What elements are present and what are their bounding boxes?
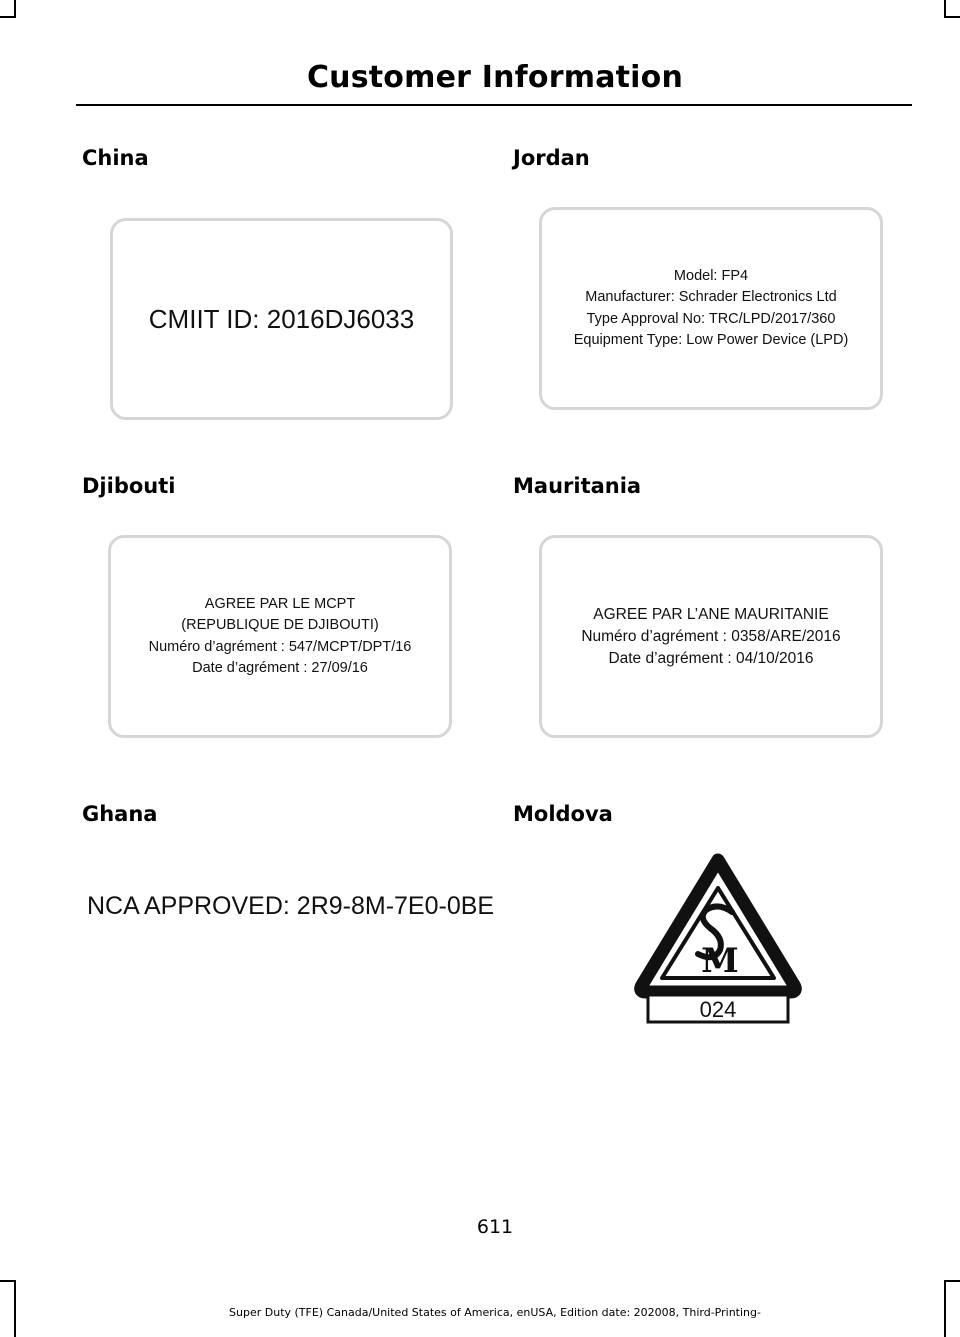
- section-heading-china: China: [82, 146, 149, 170]
- label-text-mauritania: [581, 604, 840, 670]
- label-line: Equipment Type: Low Power Device (LPD): [573, 332, 849, 348]
- label-box-china: [110, 218, 453, 420]
- label-box-mauritania: [539, 535, 883, 738]
- crop-mark-bottom-right-h: [944, 1280, 960, 1282]
- section-heading-djibouti: Djibouti: [82, 474, 176, 498]
- label-line: AGREE PAR L’ANE MAURITANIE: [593, 605, 829, 623]
- section-heading-mauritania: Mauritania: [513, 474, 642, 498]
- label-line: Date d’agrément : 27/09/16: [192, 660, 368, 676]
- moldova-mark-letters: M: [701, 941, 739, 981]
- moldova-mark-number: 024: [699, 997, 737, 1022]
- label-text-ghana: NCA APPROVED: 2R9-8M-7E0-0BE: [87, 892, 495, 920]
- label-line: Model: FP4: [673, 267, 749, 284]
- label-line: Type Approval No: TRC/LPD/2017/360: [586, 310, 836, 327]
- page-number: 611: [476, 1216, 514, 1238]
- label-line: Numéro d’agrément : 0358/ARE/2016: [581, 627, 841, 645]
- label-text-china: [149, 303, 414, 335]
- section-heading-jordan: Jordan: [513, 146, 590, 170]
- header-rule: [76, 104, 912, 106]
- moldova-conformity-mark-icon: [628, 850, 808, 1040]
- label-box-djibouti: [108, 535, 452, 738]
- label-text-djibouti: [149, 594, 412, 680]
- section-heading-moldova: Moldova: [513, 802, 613, 826]
- label-line: Date d’agrément : 04/10/2016: [608, 649, 814, 667]
- label-line: Numéro d’agrément : 547/MCPT/DPT/16: [148, 638, 412, 655]
- crop-mark-top-left-h: [0, 16, 16, 18]
- crop-mark-top-right-h: [944, 16, 960, 18]
- label-text-jordan: [574, 266, 849, 352]
- label-line: Manufacturer: Schrader Electronics Ltd: [585, 289, 837, 305]
- label-box-jordan: [539, 207, 883, 410]
- label-line: AGREE PAR LE MCPT: [204, 595, 356, 612]
- label-line: (REPUBLIQUE DE DJIBOUTI): [181, 617, 379, 633]
- crop-mark-bottom-left-h: [0, 1280, 16, 1282]
- page-title: Customer Information: [306, 60, 684, 95]
- page-footer: Super Duty (TFE) Canada/United States of America, enUSA, Edition date: 202008, Third-Printing-: [229, 1306, 761, 1319]
- section-heading-ghana: Ghana: [82, 802, 158, 826]
- label-line: CMIIT ID: 2016DJ6033: [148, 304, 415, 334]
